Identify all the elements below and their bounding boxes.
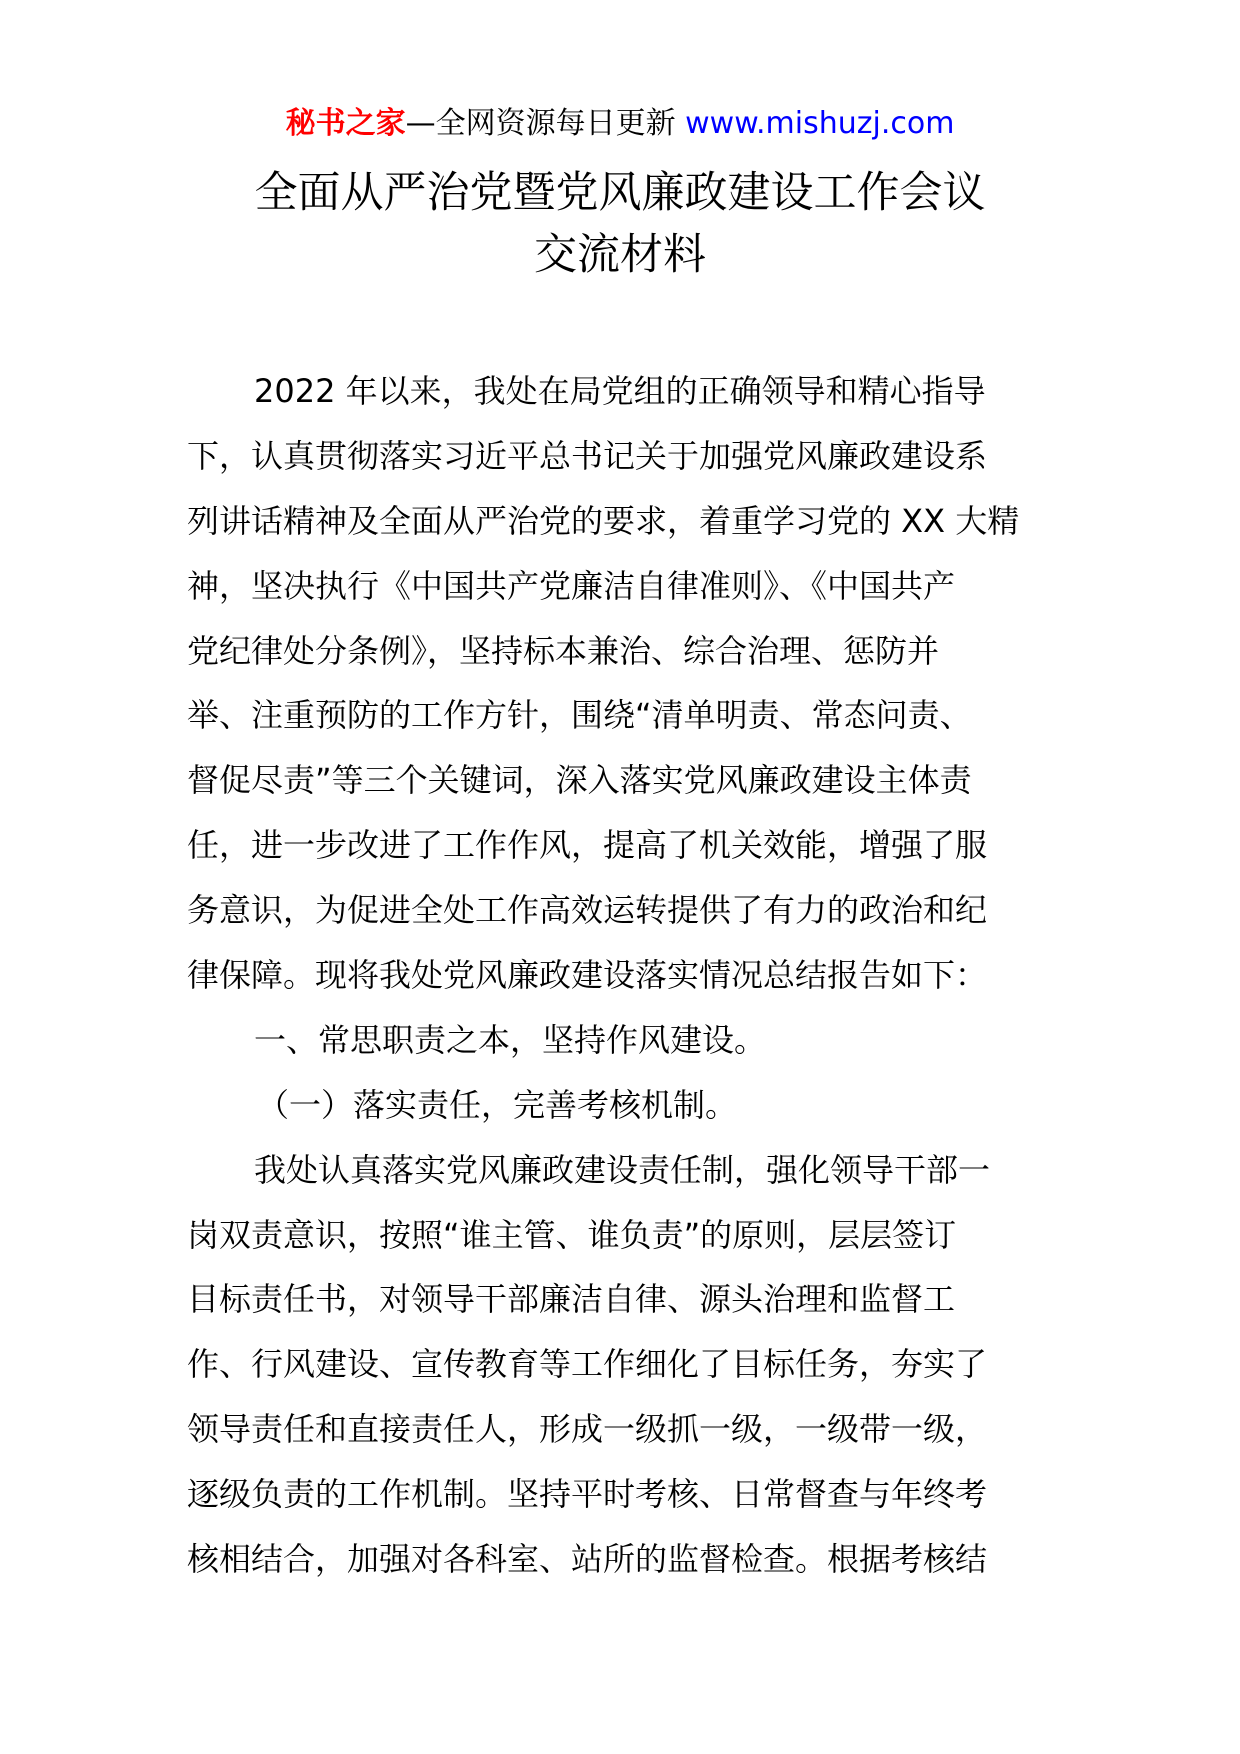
title-line-2: 交流材料 xyxy=(534,230,706,280)
site-brand: 秘书之家 xyxy=(285,106,406,141)
paragraph-line: 列讲话精神及全面从严治党的要求，着重学习党的 XX 大精 xyxy=(187,501,1020,540)
paragraph-line: 岗双责意识，按照“谁主管、谁负责”的原则，层层签订 xyxy=(187,1215,957,1254)
paragraph-responsibility xyxy=(187,1138,1053,1592)
paragraph-line: 务意识，为促进全处工作高效运转提供了有力的政治和纪 xyxy=(187,891,988,930)
paragraph-line: 举、注重预防的工作方针，围绕“清单明责、常态问责、 xyxy=(187,696,972,735)
paragraph-line: 督促尽责”等三个关键词，深入落实党风廉政建设主体责 xyxy=(187,761,972,800)
paragraph-line: 目标责任书，对领导干部廉洁自律、源头治理和监督工 xyxy=(187,1280,956,1319)
document-body xyxy=(187,359,1053,1592)
paragraph-line: 核相结合，加强对各科室、站所的监督检查。根据考核结 xyxy=(187,1540,988,1579)
site-url-link[interactable]: www.mishuzj.com xyxy=(685,106,955,141)
site-header xyxy=(0,104,1240,144)
paragraph-line: 我处认真落实党风廉政建设责任制，强化领导干部一 xyxy=(254,1150,991,1189)
paragraph-line: 领导责任和直接责任人，形成一级抓一级，一级带一级， xyxy=(187,1410,988,1449)
paragraph-line: 律保障。现将我处党风廉政建设落实情况总结报告如下： xyxy=(187,956,988,995)
document-title xyxy=(0,162,1240,286)
section-heading: 一、常思职责之本，坚持作风建设。 xyxy=(254,1020,767,1059)
paragraph-line: 党纪律处分条例》，坚持标本兼治、综合治理、惩防并 xyxy=(187,631,940,670)
paragraph-line: 逐级负责的工作机制。坚持平时考核、日常督查与年终考 xyxy=(187,1475,988,1514)
paragraph-line: 下，认真贯彻落实习近平总书记关于加强党风廉政建设系 xyxy=(187,436,988,475)
paragraph-line: 任，进一步改进了工作作风，提高了机关效能，增强了服 xyxy=(187,826,988,865)
paragraph-line: 2022 年以来，我处在局党组的正确领导和精心指导 xyxy=(254,372,986,410)
title-line-1: 全面从严治党暨党风廉政建设工作会议 xyxy=(254,168,986,218)
paragraph-intro xyxy=(187,359,1053,1008)
site-tagline: —全网资源每日更新 xyxy=(405,106,686,141)
paragraph-line: 作、行风建设、宣传教育等工作细化了目标任务，夯实了 xyxy=(187,1345,988,1384)
paragraph-line: 神，坚决执行《中国共产党廉洁自律准则》、《中国共产 xyxy=(187,566,956,605)
subsection-heading: （一）落实责任，完善考核机制。 xyxy=(257,1085,738,1124)
